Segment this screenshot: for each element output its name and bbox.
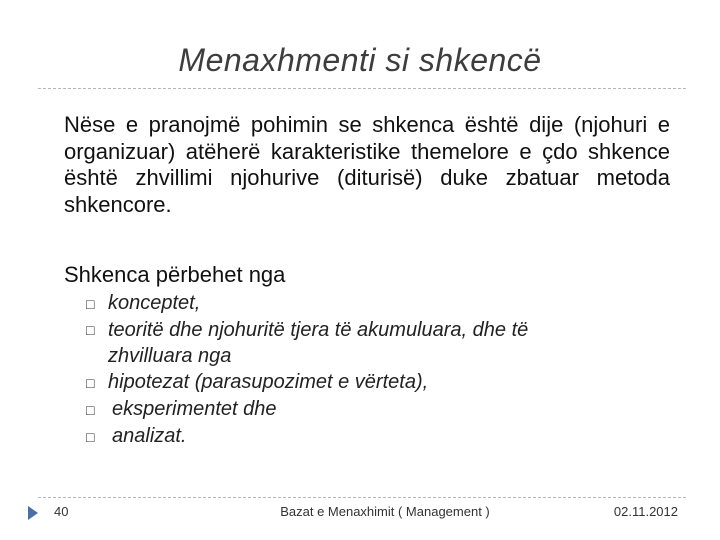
footer-divider: [38, 497, 686, 498]
intro-paragraph: Nëse e pranojmë pohimin se shkenca është dije (njohuri e organizuar) atëherë karakteristike themelore e çdo shkence është zhvillimi njohurive (diturisë) duke zbatuar metoda shkencore.: [64, 112, 670, 217]
title-divider: [38, 88, 686, 89]
bullet-list: [86, 290, 666, 450]
list-item: [86, 369, 666, 396]
list-item-text: eksperimentet dhe: [112, 398, 277, 421]
list-item: [86, 396, 666, 423]
square-bullet-icon: □: [86, 295, 95, 312]
list-item: [86, 423, 666, 450]
footer-title: Bazat e Menaxhimit ( Management ): [280, 504, 490, 519]
list-item: [86, 317, 666, 370]
square-bullet-icon: □: [86, 401, 95, 418]
square-bullet-icon: □: [86, 428, 95, 445]
square-bullet-icon: □: [86, 375, 95, 392]
footer-date: 02.11.2012: [613, 504, 678, 519]
section-heading: Shkenca përbehet nga: [64, 262, 286, 287]
page-number: 40: [54, 504, 69, 519]
list-item-text: konceptet,: [108, 292, 201, 314]
list-item-continuation: zhvilluara nga: [108, 345, 232, 368]
list-item-text: teoritë dhe njohuritë tjera të akumuluara, dhe të: [108, 318, 529, 341]
list-item-text: analizat.: [112, 424, 187, 447]
triangle-marker-icon: [28, 506, 38, 520]
square-bullet-icon: □: [86, 322, 95, 339]
slide-title: Menaxhmenti si shkencë: [178, 42, 542, 78]
list-item-text: hipotezat (parasupozimet e vërteta),: [108, 371, 429, 394]
list-item: [86, 290, 666, 317]
